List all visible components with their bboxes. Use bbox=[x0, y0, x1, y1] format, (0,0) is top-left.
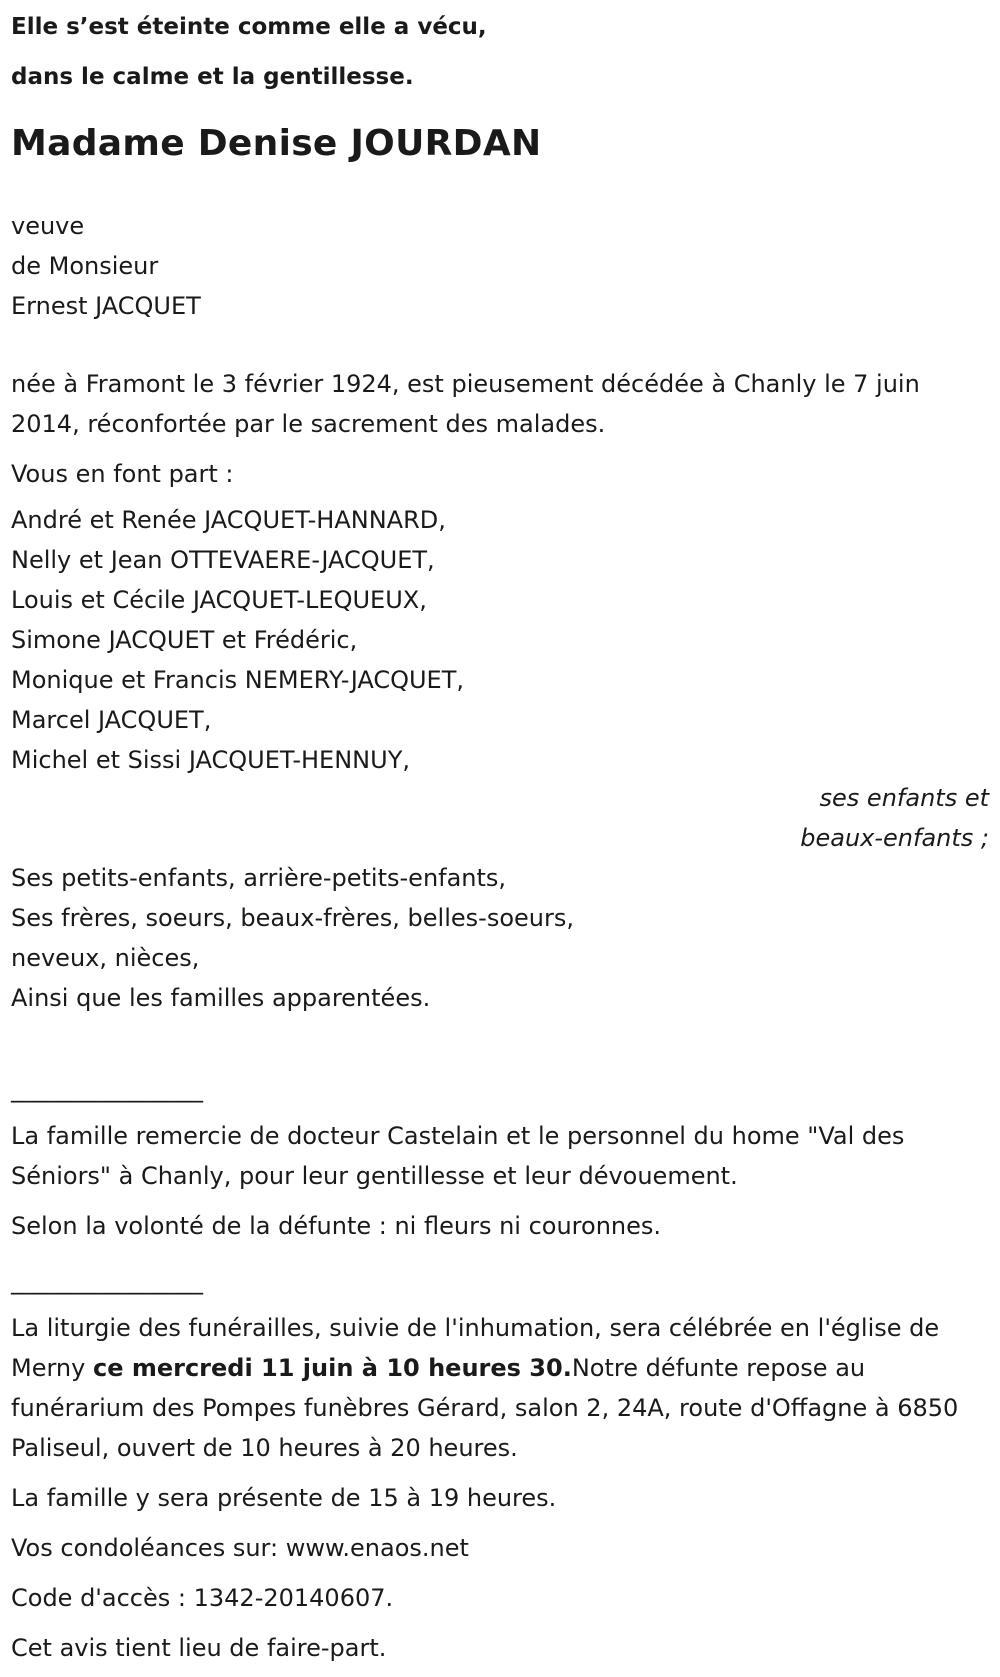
separator-line: ________________ bbox=[11, 1075, 203, 1103]
obituary-notice bbox=[11, 0, 991, 1668]
wishes-paragraph: Selon la volonté de la défunte : ni fleurs ni couronnes. bbox=[11, 1212, 662, 1240]
liturgy-text-continued: Notre défunte repose au funérarium des Pompes funèbres Gérard, salon 2, 24A, route d'Offagne à 6850 Paliseul, ouvert de 10 heures à 20 heures. bbox=[11, 1354, 959, 1462]
separator-line: ________________ bbox=[11, 1267, 203, 1295]
children-item: Louis et Cécile JACQUET-LEQUEUX, bbox=[11, 586, 427, 614]
children-item: André et Renée JACQUET-HANNARD, bbox=[11, 506, 446, 534]
presence-line: La famille y sera présente de 15 à 19 heures. bbox=[11, 1484, 557, 1512]
children-item: Monique et Francis NEMERY-JACQUET, bbox=[11, 666, 465, 694]
widow-line: Ernest JACQUET bbox=[11, 292, 201, 320]
intro-quote bbox=[11, 2, 991, 102]
relatives-item: neveux, nièces, bbox=[11, 944, 200, 972]
notice-line: Cet avis tient lieu de faire-part. bbox=[11, 1634, 387, 1662]
deceased-name: Madame Denise JOURDAN bbox=[11, 123, 542, 164]
liturgy-paragraph bbox=[11, 1308, 991, 1468]
birth-death-paragraph: née à Framont le 3 février 1924, est pieusement décédée à Chanly le 7 juin 2014, réconfortée par le sacrement des malades. bbox=[11, 370, 920, 438]
thanks-paragraph: La famille remercie de docteur Castelain et le personnel du home "Val des Séniors" à Chanly, pour leur gentillesse et leur dévouement. bbox=[11, 1122, 905, 1190]
widow-line: veuve bbox=[11, 212, 85, 240]
condolences-line: Vos condoléances sur: www.enaos.net bbox=[11, 1534, 469, 1562]
relatives-item: Ses frères, soeurs, beaux-frères, belles-soeurs, bbox=[11, 904, 574, 932]
children-label bbox=[11, 778, 989, 858]
widow-line: de Monsieur bbox=[11, 252, 159, 280]
relatives-item: Ses petits-enfants, arrière-petits-enfants, bbox=[11, 864, 507, 892]
other-relatives-list bbox=[11, 858, 991, 1018]
liturgy-date: ce mercredi 11 juin à 10 heures 30. bbox=[92, 1354, 572, 1382]
children-item: Simone JACQUET et Frédéric, bbox=[11, 626, 358, 654]
children-item: Marcel JACQUET, bbox=[11, 706, 212, 734]
children-list bbox=[11, 500, 991, 780]
children-item: Michel et Sissi JACQUET-HENNUY, bbox=[11, 746, 410, 774]
announce-line: Vous en font part : bbox=[11, 460, 234, 488]
widow-of bbox=[11, 206, 991, 326]
intro-line-2: dans le calme et la gentillesse. bbox=[11, 64, 414, 90]
liturgy-text: La liturgie des funérailles, suivie de l'inhumation, sera célébrée en l'église de Merny bbox=[11, 1314, 940, 1382]
children-label-line: beaux-enfants ; bbox=[800, 824, 989, 852]
children-label-line: ses enfants et bbox=[819, 784, 989, 812]
relatives-item: Ainsi que les familles apparentées. bbox=[11, 984, 431, 1012]
access-code-line: Code d'accès : 1342-20140607. bbox=[11, 1584, 394, 1612]
intro-line-1: Elle s’est éteinte comme elle a vécu, bbox=[11, 14, 487, 40]
children-item: Nelly et Jean OTTEVAERE-JACQUET, bbox=[11, 546, 435, 574]
